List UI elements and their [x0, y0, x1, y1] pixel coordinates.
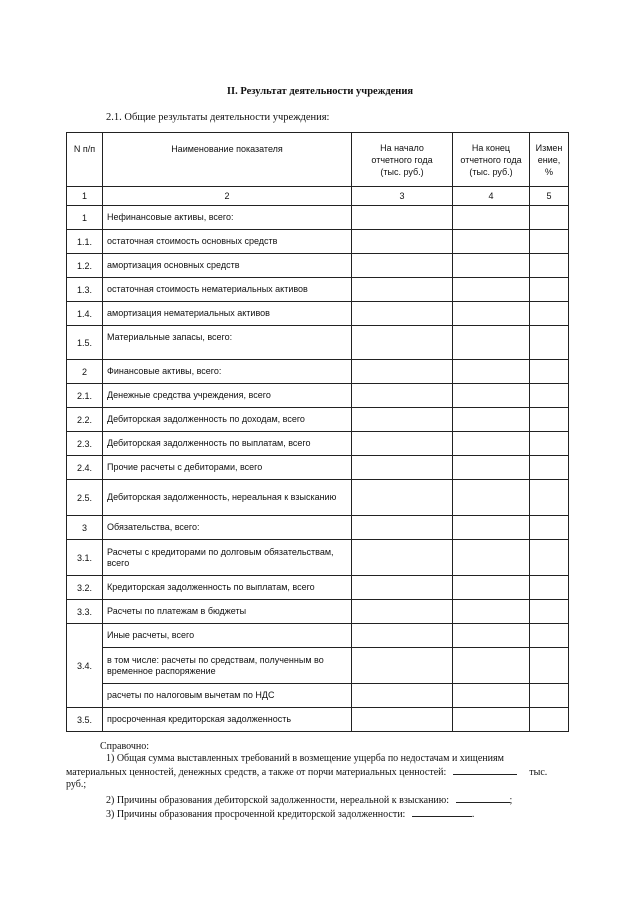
row-number: 2.2.	[67, 408, 103, 432]
table-row	[67, 456, 569, 480]
value-start-cell	[352, 254, 453, 278]
column-number: 2	[103, 187, 352, 206]
table-row	[67, 408, 569, 432]
row-number: 2.1.	[67, 384, 103, 408]
row-number: 3.5.	[67, 708, 103, 732]
value-end-cell	[453, 540, 530, 576]
row-name: Денежные средства учреждения, всего	[103, 384, 352, 408]
value-end-cell	[453, 624, 530, 648]
change-cell	[530, 540, 569, 576]
header-num: N п/п	[67, 133, 103, 187]
column-number-row	[67, 187, 569, 206]
value-start-cell	[352, 230, 453, 254]
row-number: 3.4.	[67, 624, 103, 708]
column-number: 1	[67, 187, 103, 206]
change-cell	[530, 648, 569, 684]
row-name: Кредиторская задолженность по выплатам, всего	[103, 576, 352, 600]
value-end-cell	[453, 516, 530, 540]
change-cell	[530, 684, 569, 708]
row-number: 2.5.	[67, 480, 103, 516]
row-number: 1.1.	[67, 230, 103, 254]
row-name: Прочие расчеты с дебиторами, всего	[103, 456, 352, 480]
value-start-cell	[352, 456, 453, 480]
table-row	[67, 708, 569, 732]
row-number: 3.3.	[67, 600, 103, 624]
value-start-cell	[352, 384, 453, 408]
table-row	[67, 384, 569, 408]
table-row	[67, 684, 569, 708]
row-name: Дебиторская задолженность по доходам, всего	[103, 408, 352, 432]
table-row	[67, 540, 569, 576]
note-2-text: 2) Причины образования дебиторской задолженности, нереальной к взысканию:	[106, 795, 450, 806]
note-1-line-1: 1) Общая сумма выставленных требований в возмещение ущерба по недостачам и хищениям	[106, 753, 504, 764]
change-cell	[530, 206, 569, 230]
row-name: Нефинансовые активы, всего:	[103, 206, 352, 230]
header-start	[352, 133, 453, 187]
value-start-cell	[352, 480, 453, 516]
change-cell	[530, 624, 569, 648]
row-number: 1.5.	[67, 326, 103, 360]
value-start-cell	[352, 540, 453, 576]
table-header-row	[67, 133, 569, 187]
value-start-cell	[352, 360, 453, 384]
row-number: 3.1.	[67, 540, 103, 576]
table-row	[67, 230, 569, 254]
row-number: 2	[67, 360, 103, 384]
row-number: 1.2.	[67, 254, 103, 278]
value-end-cell	[453, 384, 530, 408]
row-number: 2.3.	[67, 432, 103, 456]
note-1-line-3: руб.;	[66, 779, 87, 790]
table-row	[67, 432, 569, 456]
notes-heading: Справочно:	[100, 741, 150, 752]
table-row	[67, 206, 569, 230]
change-cell	[530, 432, 569, 456]
note-3	[66, 807, 576, 821]
table-row	[67, 360, 569, 384]
change-cell	[530, 230, 569, 254]
column-number: 4	[453, 187, 530, 206]
value-end-cell	[453, 254, 530, 278]
reference-notes	[66, 741, 576, 821]
row-name: Расчеты по платежам в бюджеты	[103, 600, 352, 624]
row-number: 1.4.	[67, 302, 103, 326]
table-row	[67, 480, 569, 516]
value-start-cell	[352, 206, 453, 230]
row-name: Обязательства, всего:	[103, 516, 352, 540]
table-row	[67, 278, 569, 302]
row-number: 3.2.	[67, 576, 103, 600]
row-name: амортизация основных средств	[103, 254, 352, 278]
value-start-cell	[352, 278, 453, 302]
column-number: 3	[352, 187, 453, 206]
header-end-line: отчетного года	[460, 154, 522, 165]
change-cell	[530, 326, 569, 360]
header-change	[530, 133, 569, 187]
value-end-cell	[453, 302, 530, 326]
fill-in-blank	[412, 807, 472, 817]
change-cell	[530, 456, 569, 480]
value-end-cell	[453, 576, 530, 600]
change-cell	[530, 408, 569, 432]
value-end-cell	[453, 456, 530, 480]
row-number: 1.3.	[67, 278, 103, 302]
value-end-cell	[453, 432, 530, 456]
row-name: Иные расчеты, всего	[103, 624, 352, 648]
row-name: Материальные запасы, всего:	[103, 326, 352, 360]
header-start-line: На начало	[380, 142, 424, 153]
header-change-line: %	[544, 166, 553, 177]
table-row	[67, 516, 569, 540]
value-end-cell	[453, 408, 530, 432]
header-end	[453, 133, 530, 187]
row-number: 3	[67, 516, 103, 540]
row-name: остаточная стоимость основных средств	[103, 230, 352, 254]
value-end-cell	[453, 648, 530, 684]
table-row	[67, 302, 569, 326]
value-start-cell	[352, 302, 453, 326]
value-start-cell	[352, 408, 453, 432]
table-row	[67, 624, 569, 648]
change-cell	[530, 384, 569, 408]
row-name: амортизация нематериальных активов	[103, 302, 352, 326]
value-start-cell	[352, 708, 453, 732]
value-end-cell	[453, 708, 530, 732]
value-start-cell	[352, 600, 453, 624]
value-end-cell	[453, 480, 530, 516]
change-cell	[530, 254, 569, 278]
value-end-cell	[453, 600, 530, 624]
value-start-cell	[352, 516, 453, 540]
header-end-line: (тыс. руб.)	[469, 166, 513, 177]
value-start-cell	[352, 576, 453, 600]
row-number: 2.4.	[67, 456, 103, 480]
note-2	[66, 793, 576, 807]
change-cell	[530, 360, 569, 384]
section-title: II. Результат деятельности учреждения	[226, 86, 414, 97]
note-2-end: ;	[509, 795, 513, 806]
header-change-line: Измен	[535, 142, 563, 153]
header-name: Наименование показателя	[103, 133, 352, 187]
value-end-cell	[453, 206, 530, 230]
value-start-cell	[352, 684, 453, 708]
table-row	[67, 254, 569, 278]
fill-in-blank	[453, 765, 517, 775]
row-name: расчеты по налоговым вычетам по НДС	[103, 684, 352, 708]
change-cell	[530, 480, 569, 516]
value-start-cell	[352, 432, 453, 456]
note-1-unit: тыс.	[529, 767, 548, 778]
header-change-line: ение,	[537, 154, 561, 165]
change-cell	[530, 708, 569, 732]
value-end-cell	[453, 230, 530, 254]
table-row	[67, 576, 569, 600]
column-number: 5	[530, 187, 569, 206]
row-name: в том числе: расчеты по средствам, полученным во временное распоряжение	[103, 648, 352, 684]
value-start-cell	[352, 326, 453, 360]
table-row	[67, 600, 569, 624]
change-cell	[530, 516, 569, 540]
row-name: Финансовые активы, всего:	[103, 360, 352, 384]
value-start-cell	[352, 648, 453, 684]
note-1-line-2	[66, 765, 576, 779]
section-subtitle: 2.1. Общие результаты деятельности учреждения:	[106, 112, 330, 123]
value-start-cell	[352, 624, 453, 648]
change-cell	[530, 600, 569, 624]
fill-in-blank	[456, 793, 510, 803]
change-cell	[530, 576, 569, 600]
note-3-end: .	[471, 809, 475, 820]
table-row	[67, 326, 569, 360]
note-1-text: материальных ценностей, денежных средств, а также от порчи материальных ценностей:	[66, 767, 447, 778]
header-start-line: отчетного года	[371, 154, 433, 165]
change-cell	[530, 302, 569, 326]
value-end-cell	[453, 326, 530, 360]
row-name: остаточная стоимость нематериальных активов	[103, 278, 352, 302]
results-table	[66, 132, 569, 732]
table-row	[67, 648, 569, 684]
row-number: 1	[67, 206, 103, 230]
value-end-cell	[453, 278, 530, 302]
header-start-line: (тыс. руб.)	[380, 166, 424, 177]
row-name: Расчеты с кредиторами по долговым обязательствам, всего	[103, 540, 352, 576]
row-name: Дебиторская задолженность, нереальная к взысканию	[103, 480, 352, 516]
header-end-line: На конец	[471, 142, 511, 153]
row-name: просроченная кредиторская задолженность	[103, 708, 352, 732]
value-end-cell	[453, 684, 530, 708]
row-name: Дебиторская задолженность по выплатам, всего	[103, 432, 352, 456]
change-cell	[530, 278, 569, 302]
note-3-text: 3) Причины образования просроченной кредиторской задолженности:	[106, 809, 406, 820]
value-end-cell	[453, 360, 530, 384]
